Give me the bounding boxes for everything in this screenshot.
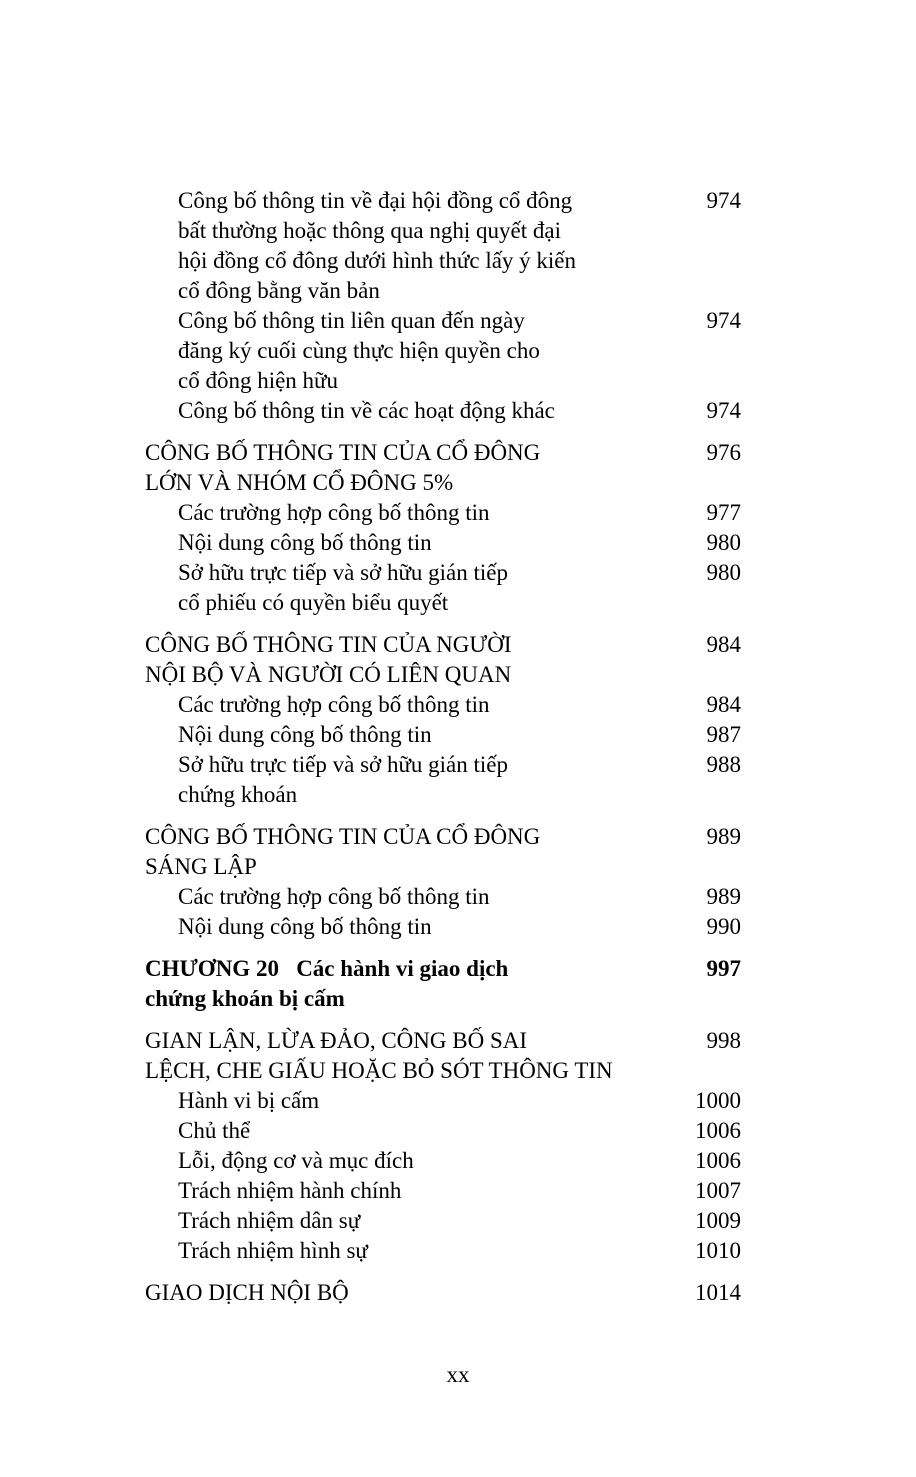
toc-entry-title bbox=[145, 438, 741, 498]
toc-entry bbox=[145, 822, 741, 882]
toc-entry bbox=[145, 690, 741, 720]
toc-entry-line: Sở hữu trực tiếp và sở hữu gián tiếp bbox=[178, 560, 509, 585]
toc-entry-line: hội đồng cổ đông dưới hình thức lấy ý kiến bbox=[178, 248, 577, 273]
toc-entry-line: Trách nhiệm dân sự bbox=[178, 1208, 361, 1233]
toc-entry-line: Chủ thể bbox=[178, 1118, 251, 1143]
toc-entry bbox=[145, 882, 741, 912]
toc-entry-line: GIAO DỊCH NỘI BỘ bbox=[145, 1280, 349, 1305]
toc-entry bbox=[145, 720, 741, 750]
toc-entry-page-number: 984 bbox=[706, 632, 741, 657]
toc-entry-line: Các trường hợp công bố thông tin bbox=[178, 500, 490, 525]
toc-entry-title bbox=[145, 528, 741, 558]
toc-entry-title bbox=[145, 954, 741, 1014]
toc-entry-page-number: 988 bbox=[706, 752, 741, 777]
toc-entry-title bbox=[145, 882, 741, 912]
page-number-footer: xx bbox=[446, 1362, 470, 1387]
toc-entry bbox=[145, 558, 741, 618]
toc-entry bbox=[145, 438, 741, 498]
toc-entry bbox=[145, 186, 741, 306]
toc-entry-title bbox=[145, 1236, 741, 1266]
toc-entry-line: chứng khoán bbox=[178, 782, 298, 807]
toc-entry-page-number: 977 bbox=[706, 500, 741, 525]
toc-entry-page-number: 989 bbox=[706, 824, 741, 849]
toc-entry-line: Công bố thông tin liên quan đến ngày bbox=[178, 308, 525, 333]
toc-entry bbox=[145, 750, 741, 810]
toc-entry-page-number: 987 bbox=[706, 722, 741, 747]
toc-entry-line: cổ đông hiện hữu bbox=[178, 368, 339, 393]
toc-entry-line: bất thường hoặc thông qua nghị quyết đại bbox=[178, 218, 561, 243]
toc-entry-title bbox=[145, 498, 741, 528]
toc-entry-line: Lỗi, động cơ và mục đích bbox=[178, 1148, 414, 1173]
toc-entry-title bbox=[145, 750, 741, 810]
toc-entry-page-number: 974 bbox=[706, 308, 741, 333]
toc-entry-line: GIAN LẬN, LỪA ĐẢO, CÔNG BỐ SAI bbox=[145, 1028, 528, 1053]
toc-entry-title bbox=[145, 396, 741, 426]
toc-entry-line: Trách nhiệm hành chính bbox=[178, 1178, 402, 1203]
toc-entry-title bbox=[145, 1146, 741, 1176]
toc-entry-page-number: 989 bbox=[706, 884, 741, 909]
toc-entry-line: Sở hữu trực tiếp và sở hữu gián tiếp bbox=[178, 752, 509, 777]
toc-entry-page-number: 1014 bbox=[695, 1280, 741, 1305]
toc-entry-page-number: 976 bbox=[706, 440, 741, 465]
toc-entry-line: CÔNG BỐ THÔNG TIN CỦA NGƯỜI bbox=[145, 632, 512, 657]
toc-entry bbox=[145, 306, 741, 396]
toc-entry-line: CÔNG BỐ THÔNG TIN CỦA CỔ ĐÔNG bbox=[145, 824, 541, 849]
toc-entry-title bbox=[145, 1278, 741, 1308]
toc-entry-page-number: 1009 bbox=[695, 1208, 741, 1233]
toc-entry-page-number: 1010 bbox=[695, 1238, 741, 1263]
toc-entry-line: đăng ký cuối cùng thực hiện quyền cho bbox=[178, 338, 540, 363]
toc-entry-page-number: 998 bbox=[706, 1028, 741, 1053]
toc-entry-line: Công bố thông tin về các hoạt động khác bbox=[178, 398, 555, 423]
toc-entry-line: Nội dung công bố thông tin bbox=[178, 530, 432, 555]
toc-entry-title bbox=[145, 306, 741, 396]
toc-entry-line: CHƯƠNG 20 Các hành vi giao dịch bbox=[145, 956, 509, 981]
toc-entry-page-number: 1006 bbox=[695, 1148, 741, 1173]
toc-entry-line: Trách nhiệm hình sự bbox=[178, 1238, 368, 1263]
toc-entry-line: Nội dung công bố thông tin bbox=[178, 914, 432, 939]
toc-entry-line: LỆCH, CHE GIẤU HOẶC BỎ SÓT THÔNG TIN bbox=[145, 1058, 613, 1083]
toc-entry-title bbox=[145, 1026, 741, 1086]
toc-entry-title bbox=[145, 186, 741, 306]
toc-entry bbox=[145, 1146, 741, 1176]
toc-entry bbox=[145, 1236, 741, 1266]
toc-entry-line: Công bố thông tin về đại hội đồng cổ đông bbox=[178, 188, 573, 213]
toc-entry bbox=[145, 528, 741, 558]
toc-entry bbox=[145, 1206, 741, 1236]
toc-entry-page-number: 990 bbox=[706, 914, 741, 939]
toc-entry-title bbox=[145, 630, 741, 690]
toc-entry-page-number: 974 bbox=[706, 398, 741, 423]
toc-entry-title bbox=[145, 1086, 741, 1116]
toc-entry bbox=[145, 1176, 741, 1206]
toc-entry-line: Các trường hợp công bố thông tin bbox=[178, 884, 490, 909]
toc-entry-line: Các trường hợp công bố thông tin bbox=[178, 692, 490, 717]
toc-entry-line: chứng khoán bị cấm bbox=[145, 986, 345, 1011]
toc-entry-page-number: 1007 bbox=[695, 1178, 741, 1203]
toc-entry-title bbox=[145, 690, 741, 720]
toc-entry-page-number: 984 bbox=[706, 692, 741, 717]
toc-entry-line: Hành vi bị cấm bbox=[178, 1088, 320, 1113]
toc-entry-title bbox=[145, 1206, 741, 1236]
toc-entry-line: CÔNG BỐ THÔNG TIN CỦA CỔ ĐÔNG bbox=[145, 440, 541, 465]
toc-entry bbox=[145, 1116, 741, 1146]
toc-entry-line: LỚN VÀ NHÓM CỔ ĐÔNG 5% bbox=[145, 470, 454, 495]
toc-entry-page-number: 974 bbox=[706, 188, 741, 213]
toc-entry bbox=[145, 630, 741, 690]
toc-entry bbox=[145, 912, 741, 942]
toc-entry-title bbox=[145, 558, 741, 618]
toc-entry-line: cổ đông bằng văn bản bbox=[178, 278, 380, 303]
toc-list bbox=[145, 186, 741, 1308]
toc-entry-title bbox=[145, 822, 741, 882]
toc-entry-line: NỘI BỘ VÀ NGƯỜI CÓ LIÊN QUAN bbox=[145, 662, 512, 687]
toc-entry-page-number: 980 bbox=[706, 560, 741, 585]
toc-entry bbox=[145, 1086, 741, 1116]
toc-entry-line: SÁNG LẬP bbox=[145, 854, 257, 879]
toc-entry bbox=[145, 498, 741, 528]
toc-entry-title bbox=[145, 1116, 741, 1146]
toc-entry-title bbox=[145, 1176, 741, 1206]
toc-entry-line: Nội dung công bố thông tin bbox=[178, 722, 432, 747]
toc-entry bbox=[145, 1278, 741, 1308]
toc-entry-title bbox=[145, 912, 741, 942]
toc-entry-title bbox=[145, 720, 741, 750]
toc-entry-page-number: 997 bbox=[706, 956, 741, 981]
toc-entry bbox=[145, 396, 741, 426]
toc-entry-page-number: 980 bbox=[706, 530, 741, 555]
toc-entry bbox=[145, 1026, 741, 1086]
toc-entry bbox=[145, 954, 741, 1014]
toc-entry-line: cổ phiếu có quyền biểu quyết bbox=[178, 590, 449, 615]
toc-entry-page-number: 1006 bbox=[695, 1118, 741, 1143]
toc-entry-page-number: 1000 bbox=[695, 1088, 741, 1113]
